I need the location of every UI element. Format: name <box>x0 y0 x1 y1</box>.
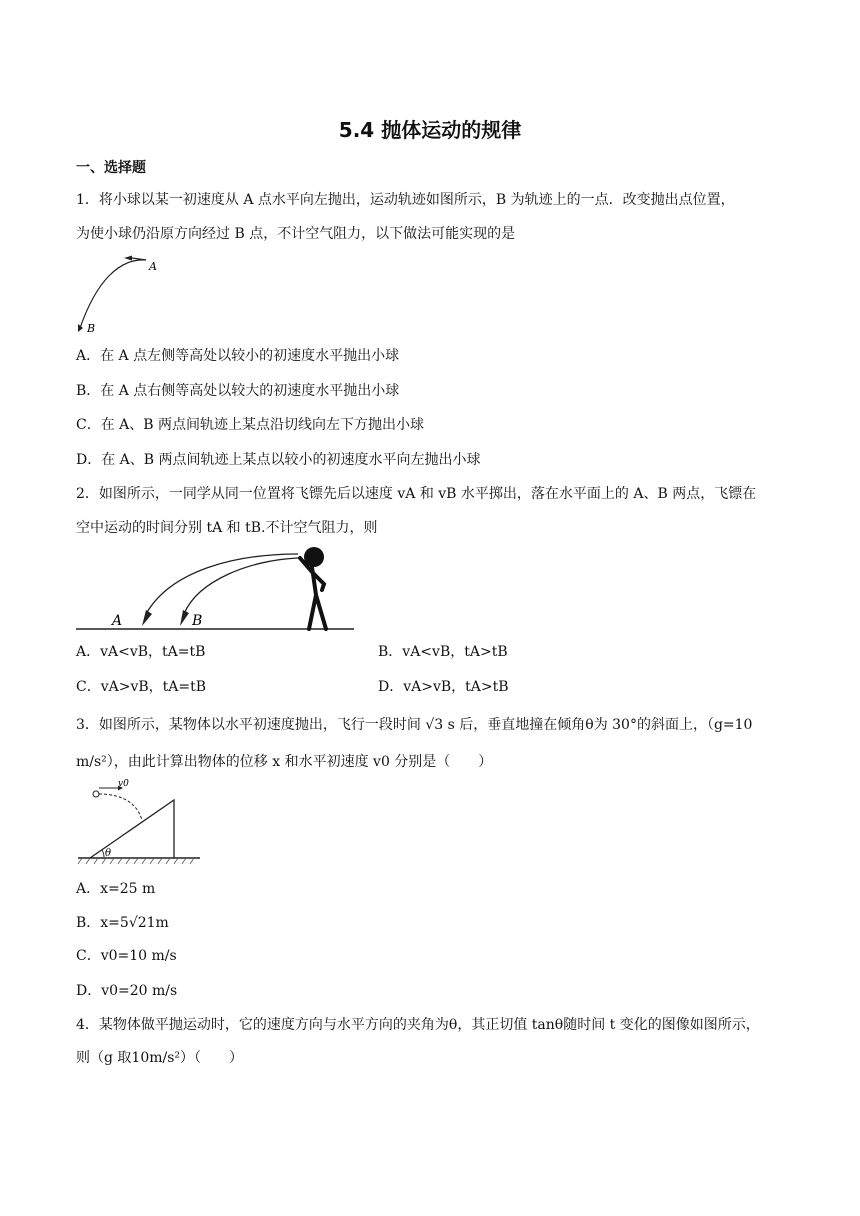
q2-text-line1: 2．如图所示，一同学从同一位置将飞镖先后以速度 vA 和 vB 水平掷出，落在水平面上的 A、B 两点，飞镖在 <box>76 486 757 502</box>
q2-dart-figure <box>76 540 356 634</box>
q1-option-c[interactable]: C．在 A、B 两点间轨迹上某点沿切线向左下方抛出小球 <box>76 417 425 433</box>
q3-text-line2: m/s²），由此计算出物体的位移 x 和水平初速度 v0 分别是（ ） <box>76 754 493 770</box>
q3-option-a[interactable]: A．x=25 m <box>76 881 156 897</box>
q3-option-b[interactable]: B．x=5√21m <box>76 915 169 931</box>
q3-label-theta: θ <box>105 848 112 859</box>
page-title: 5.4 抛体运动的规律 <box>338 118 522 142</box>
q2-option-d[interactable]: D．vA>vB，tA>tB <box>378 679 509 695</box>
q1-text-line2: 为使小球仍沿原方向经过 B 点，不计空气阻力，以下做法可能实现的是 <box>76 226 516 242</box>
q3-text-line1: 3．如图所示，某物体以水平初速度抛出，飞行一段时间 √3 s 后，垂直地撞在倾角θ为 30°的斜面上，（g=10 <box>76 717 753 733</box>
q1-label-b: B <box>87 322 96 335</box>
q2-option-c[interactable]: C．vA>vB，tA=tB <box>76 679 207 695</box>
q3-option-c[interactable]: C．v0=10 m/s <box>76 948 177 964</box>
q3-option-d[interactable]: D．v0=20 m/s <box>76 983 178 999</box>
q2-label-b: B <box>192 613 203 629</box>
q2-text-line2: 空中运动的时间分别 tA 和 tB.不计空气阻力，则 <box>76 520 378 536</box>
q3-incline-figure <box>78 778 202 866</box>
q3-label-v0: v0 <box>118 779 129 789</box>
q2-label-a: A <box>112 613 123 629</box>
q1-option-b[interactable]: B．在 A 点右侧等高处以较大的初速度水平抛出小球 <box>76 383 400 399</box>
q1-option-d[interactable]: D．在 A、B 两点间轨迹上某点以较小的初速度水平向左抛出小球 <box>76 452 481 468</box>
q1-label-a: A <box>149 260 157 273</box>
q1-trajectory-figure <box>74 252 164 336</box>
q2-option-a[interactable]: A．vA<vB，tA=tB <box>76 644 206 660</box>
q1-option-a[interactable]: A．在 A 点左侧等高处以较小的初速度水平抛出小球 <box>76 348 400 364</box>
q1-text-line1: 1．将小球以某一初速度从 A 点水平向左抛出，运动轨迹如图所示，B 为轨迹上的一点．改变抛出点位置， <box>76 192 735 208</box>
section-heading: 一、选择题 <box>76 160 146 176</box>
q2-option-b[interactable]: B．vA<vB，tA>tB <box>378 644 508 660</box>
q4-text-line1: 4．某物体做平抛运动时，它的速度方向与水平方向的夹角为θ，其正切值 tanθ随时间 t 变化的图像如图所示， <box>76 1017 760 1033</box>
q4-text-line2: 则（g 取10m/s²）（ ） <box>76 1050 244 1066</box>
